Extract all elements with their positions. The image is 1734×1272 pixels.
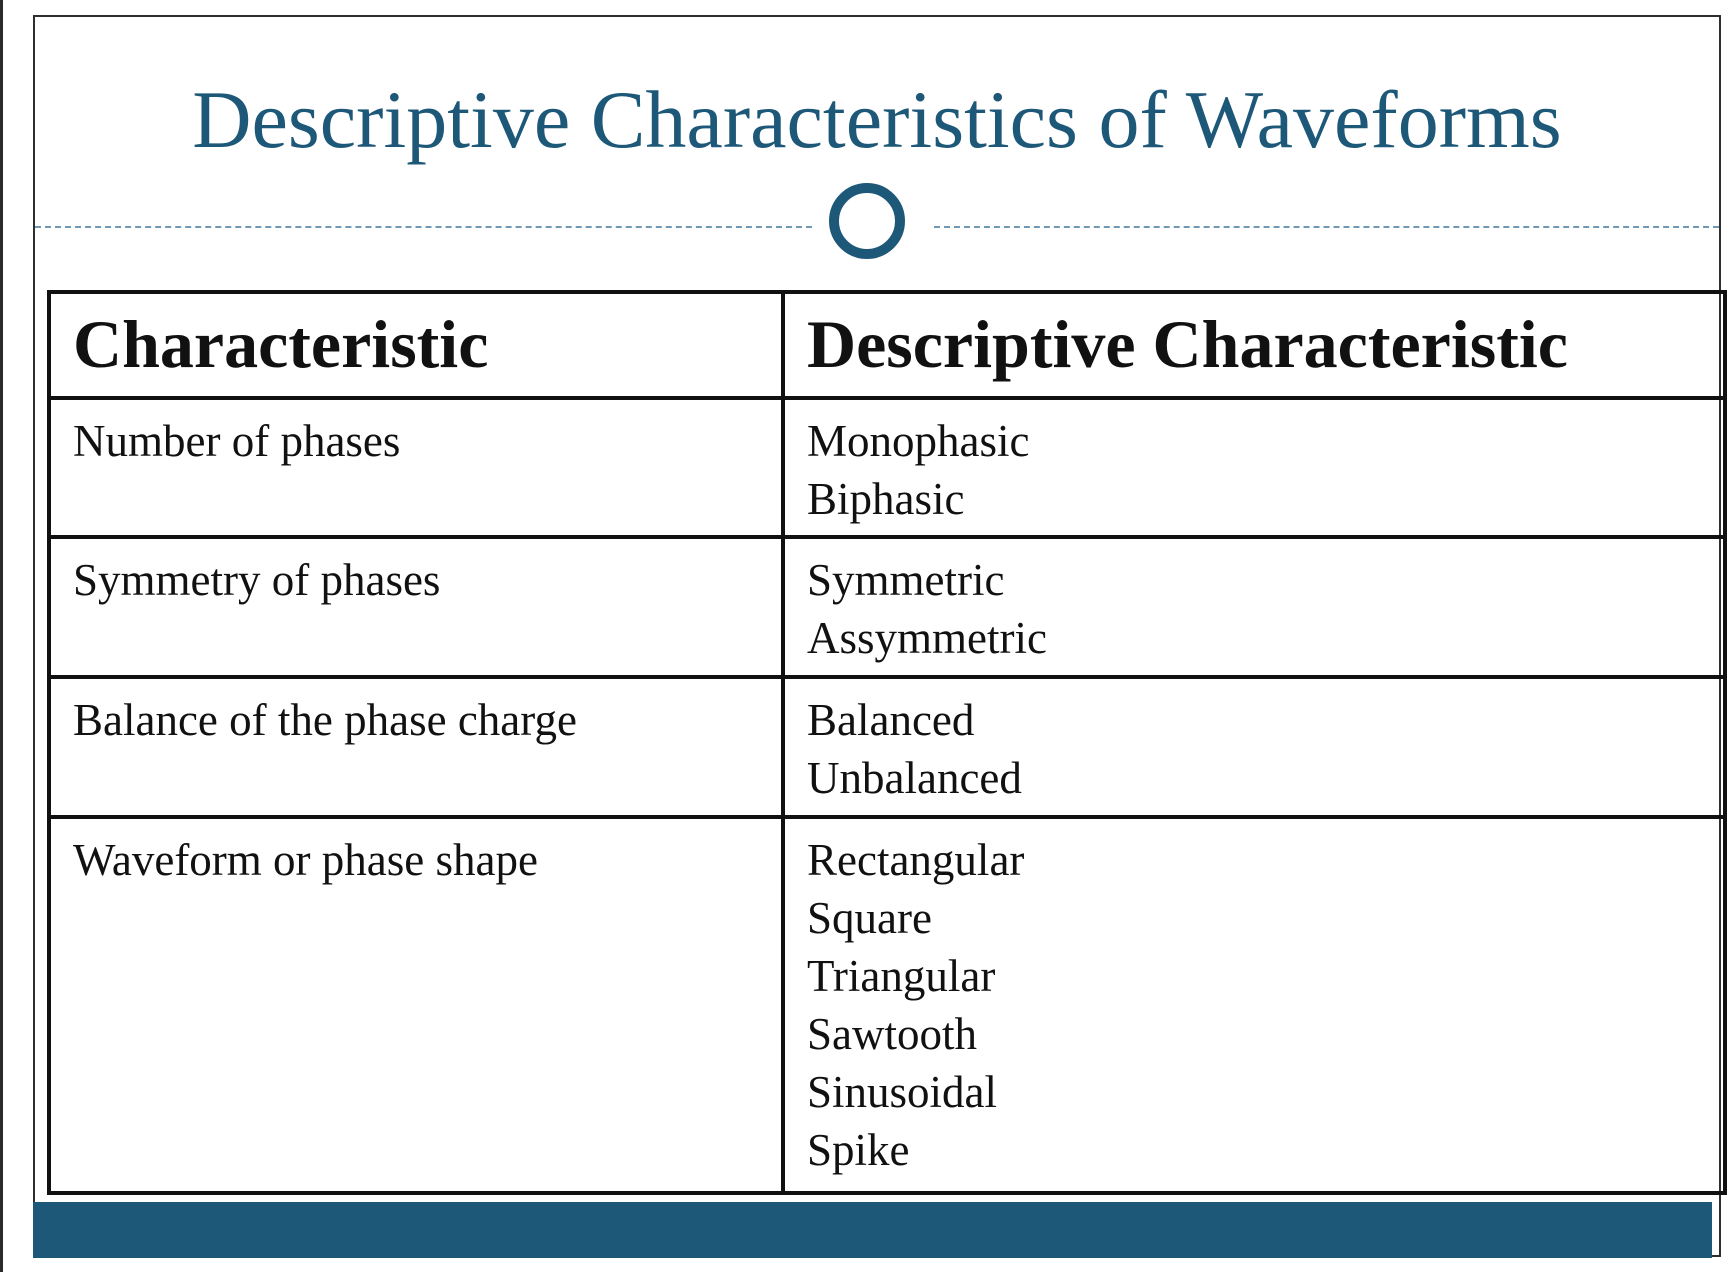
table-cell-characteristic: Symmetry of phases (51, 539, 785, 679)
description-item: Rectangular (807, 835, 1025, 885)
description-item: Spike (807, 1125, 910, 1175)
description-item: Unbalanced (807, 753, 1022, 803)
table-cell-descriptions (785, 679, 1723, 819)
description-item: Assymmetric (807, 613, 1047, 663)
description-item: Triangular (807, 951, 996, 1001)
description-item: Monophasic (807, 416, 1030, 466)
divider-circle-ornament (829, 183, 905, 259)
description-item: Sinusoidal (807, 1067, 998, 1117)
description-item: Symmetric (807, 555, 1005, 605)
title-divider-left (35, 226, 812, 228)
table-cell-characteristic: Balance of the phase charge (51, 679, 785, 819)
title-divider-right (934, 226, 1719, 228)
table-cell-characteristic: Number of phases (51, 400, 785, 539)
footer-accent-bar (33, 1202, 1712, 1258)
slide-title: Descriptive Characteristics of Waveforms (192, 74, 1562, 165)
description-item: Biphasic (807, 474, 965, 524)
description-item: Balanced (807, 695, 975, 745)
characteristics-table (47, 290, 1727, 1195)
table-cell-descriptions (785, 539, 1723, 679)
table-cell-descriptions (785, 819, 1723, 1191)
table-cell-characteristic: Waveform or phase shape (51, 819, 785, 1191)
table-cell-descriptions (785, 400, 1723, 539)
table-header-characteristic: Characteristic (51, 294, 785, 400)
description-item: Sawtooth (807, 1009, 978, 1059)
description-item: Square (807, 893, 932, 943)
table-header-descriptive-characteristic: Descriptive Characteristic (785, 294, 1723, 400)
window-left-edge (0, 0, 3, 1272)
